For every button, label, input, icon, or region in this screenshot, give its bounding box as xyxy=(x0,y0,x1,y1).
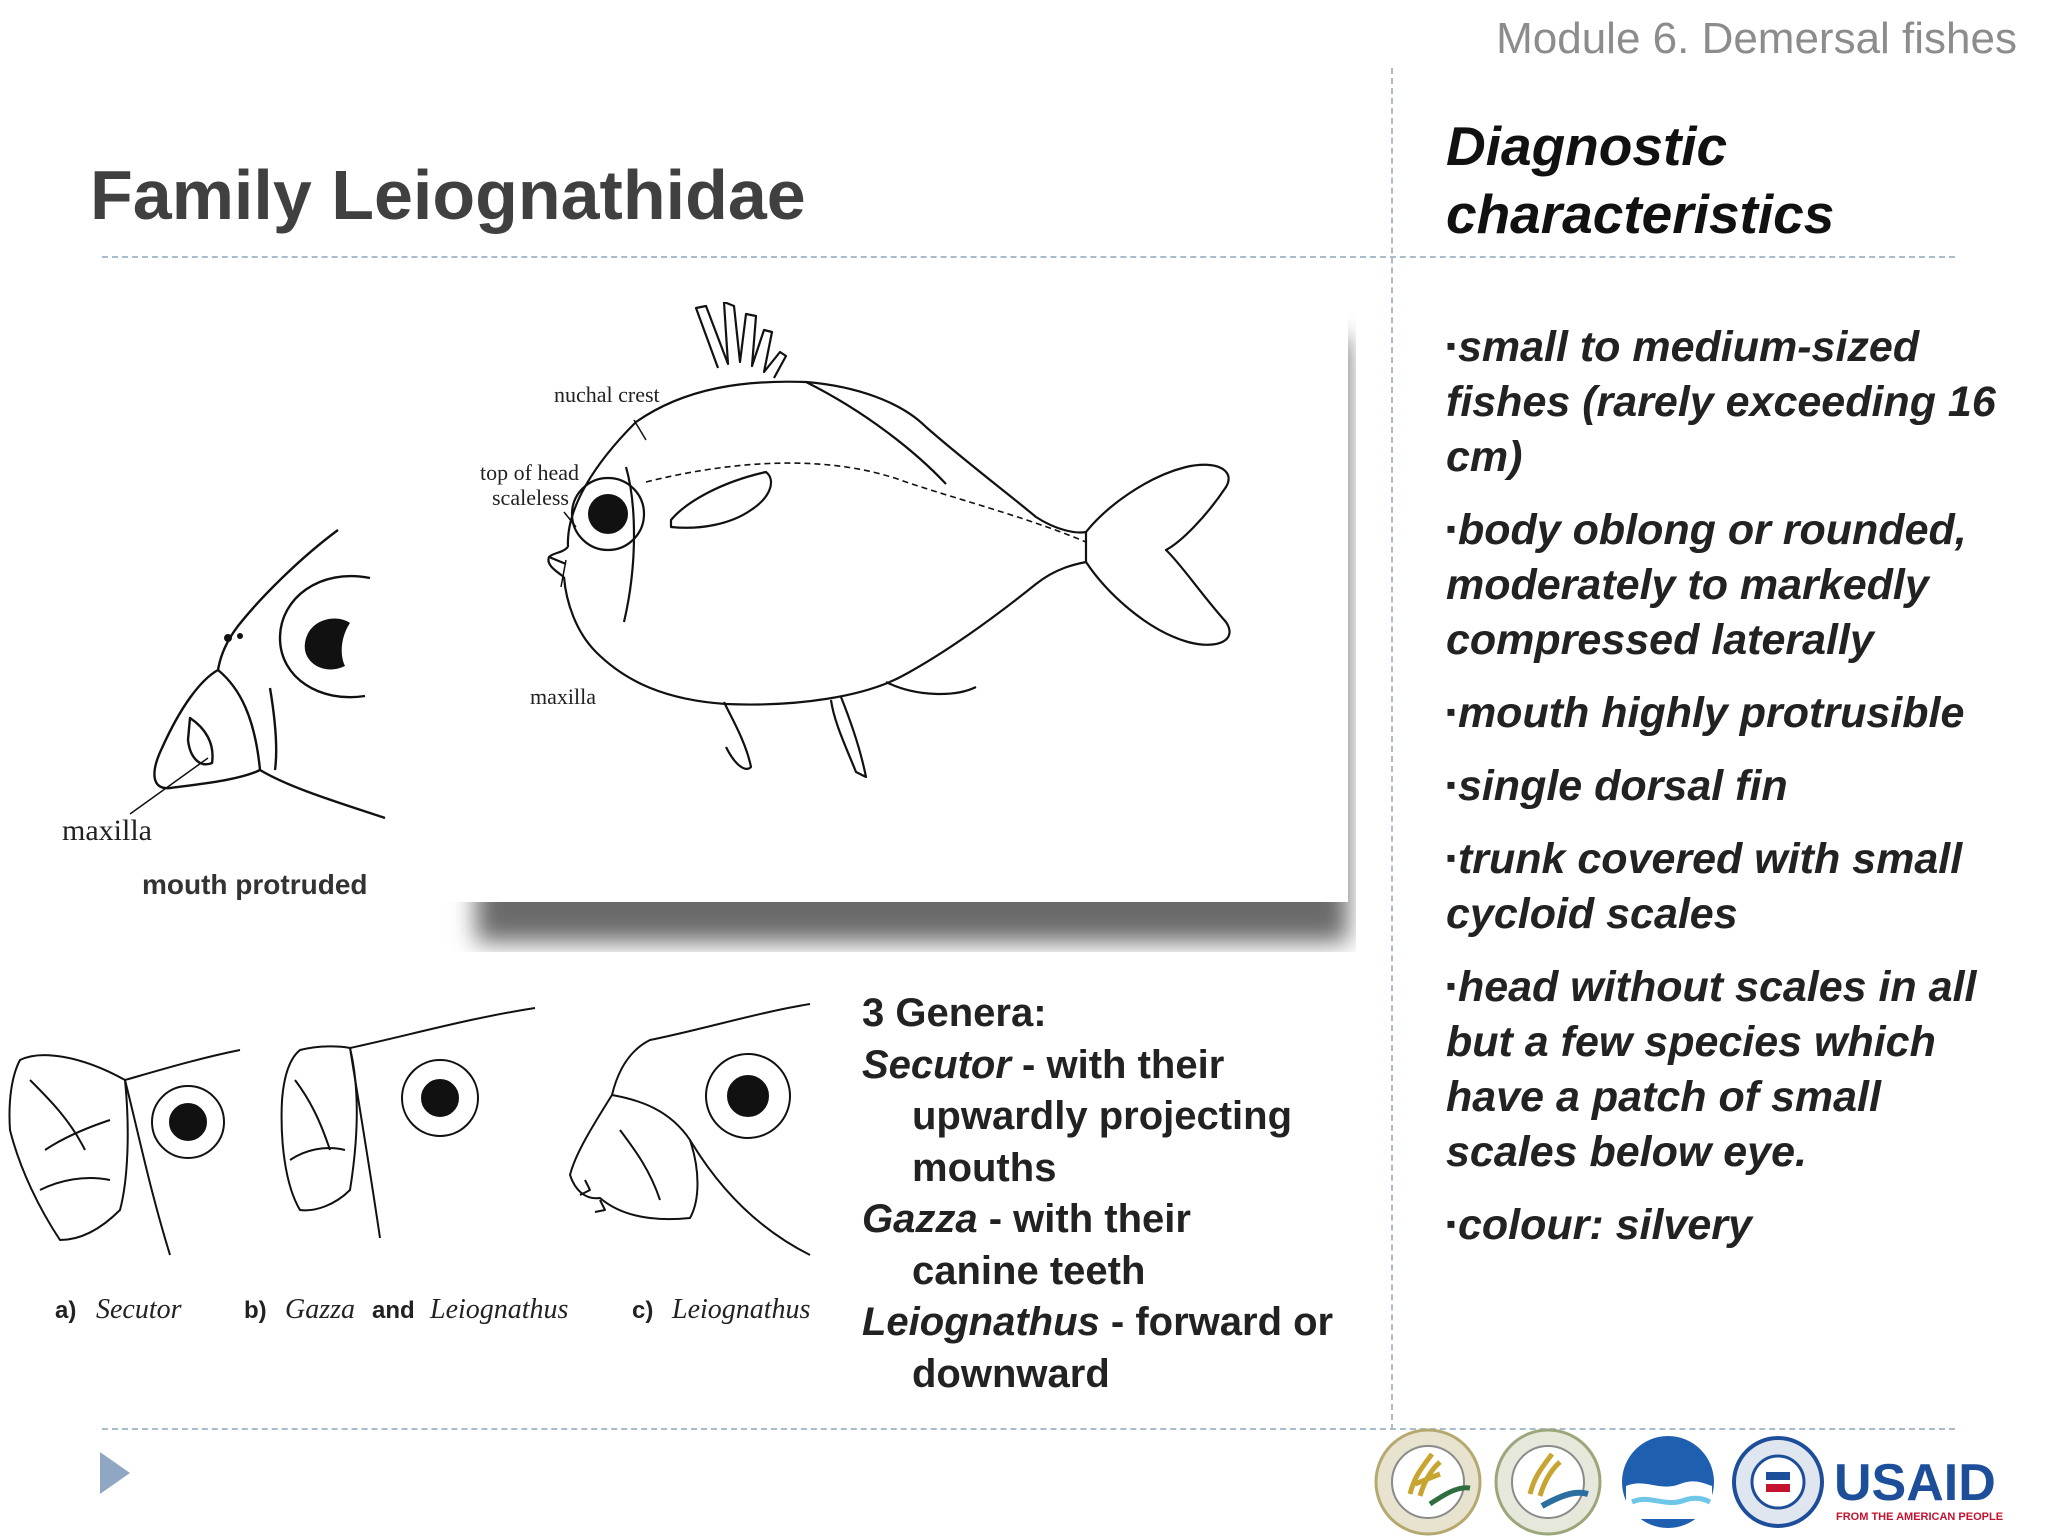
diagnostic-item xyxy=(1446,1196,2016,1253)
secutor-head xyxy=(9,1050,240,1255)
title-divider xyxy=(102,256,1955,258)
diagnostic-item-text: single dorsal fin xyxy=(1457,762,1788,810)
bullet-marker: ▪ xyxy=(1446,696,1456,727)
genus-name: Secutor xyxy=(862,1042,1011,1087)
leiognathus-head xyxy=(570,1004,810,1255)
genus-desc: - with their xyxy=(977,1197,1191,1241)
bullet-marker: ▪ xyxy=(1446,970,1456,1001)
maxilla-label: maxilla xyxy=(62,814,152,847)
mouth-protruded-caption: mouth protruded xyxy=(142,869,368,900)
caption-a-prefix: a) xyxy=(55,1297,77,1324)
usaid-seal-logo xyxy=(1734,1438,1822,1526)
diagnostic-item-text: mouth highly protrusible xyxy=(1457,689,1965,737)
bullet-marker: ▪ xyxy=(1446,330,1456,361)
caption-a-name: Secutor xyxy=(96,1294,182,1325)
genus-desc: - forward or xyxy=(1099,1300,1334,1344)
genus-desc: - with their xyxy=(1010,1042,1225,1087)
genera-heading: 3 Genera: xyxy=(862,991,1047,1035)
genus-name: Gazza xyxy=(862,1197,978,1241)
caption-b-name2: Leiognathus xyxy=(430,1294,569,1325)
genus-desc-continued: upwardly projecting xyxy=(912,1094,1293,1138)
diagnostic-item xyxy=(1446,830,2016,942)
diagnostic-item-text: body oblong or rounded, moderately to markedly compressed laterally xyxy=(1446,506,1967,664)
diagnostic-item xyxy=(1446,757,2016,814)
caption-b-prefix: b) xyxy=(244,1297,267,1324)
diagnostic-title-line1: Diagnostic xyxy=(1446,115,1728,177)
bullet-marker: ▪ xyxy=(1446,1208,1456,1239)
genus-leiognathus xyxy=(862,1297,1382,1349)
genera-description xyxy=(862,988,1382,1400)
genus-desc-continued: downward xyxy=(912,1351,1110,1396)
diagnostic-list xyxy=(1446,318,2016,1269)
gazza-leiognathus-head xyxy=(282,1008,535,1238)
diagnostic-title-line2: characteristics xyxy=(1446,183,1835,245)
label-maxilla: maxilla xyxy=(530,684,596,709)
diagnostic-item-text: colour: silvery xyxy=(1457,1201,1752,1249)
label-nuchal-crest: nuchal crest xyxy=(554,382,660,407)
label-top-of-head-2: scaleless xyxy=(492,485,569,510)
diagnostic-item xyxy=(1446,501,2016,668)
label-top-of-head-1: top of head xyxy=(480,460,579,485)
bullet-marker: ▪ xyxy=(1446,842,1456,873)
caption-b-and: and xyxy=(372,1297,415,1324)
fisheries-seal-logo xyxy=(1496,1430,1600,1534)
diagnostic-item xyxy=(1446,318,2016,485)
diagnostic-item xyxy=(1446,958,2016,1180)
maxilla-callout xyxy=(130,758,208,814)
diagnostic-item-text: trunk covered with small cycloid scales xyxy=(1446,835,1963,938)
caption-b-name1: Gazza xyxy=(285,1294,356,1325)
genus-desc-continued: canine teeth xyxy=(912,1248,1146,1293)
nostril xyxy=(224,634,232,642)
genus-desc-continued: mouths xyxy=(912,1145,1057,1190)
agriculture-seal-logo xyxy=(1376,1430,1480,1534)
slide-title: Family Leiognathidae xyxy=(90,156,806,234)
diagnostic-item-text: head without scales in all but a few species which have a patch of small scales below eye. xyxy=(1446,963,1977,1176)
head-eye xyxy=(280,576,370,697)
diagnostic-item xyxy=(1446,684,2016,741)
vertical-divider xyxy=(1391,68,1393,1430)
genus-gazza xyxy=(862,1194,1382,1246)
genera-head-illustrations xyxy=(0,990,850,1330)
caption-c-name: Leiognathus xyxy=(672,1294,811,1325)
usaid-logo-text: USAID xyxy=(1834,1454,1996,1512)
protruded-mouth-illustration xyxy=(40,518,420,908)
ocean-logo xyxy=(1622,1436,1714,1528)
diagnostic-title xyxy=(1446,112,1834,248)
bullet-marker: ▪ xyxy=(1446,769,1456,800)
fish-illustration xyxy=(446,302,1356,952)
play-arrow-icon[interactable] xyxy=(100,1452,130,1494)
genus-name: Leiognathus xyxy=(862,1300,1100,1344)
bullet-marker: ▪ xyxy=(1446,513,1456,544)
nostril xyxy=(237,633,243,639)
genus-secutor xyxy=(862,1040,1382,1092)
usaid-logo-subtext: FROM THE AMERICAN PEOPLE xyxy=(1836,1511,2004,1523)
footer-logos xyxy=(1370,1424,2010,1536)
caption-c-prefix: c) xyxy=(632,1297,654,1324)
head-outline xyxy=(154,530,385,818)
module-label: Module 6. Demersal fishes xyxy=(1496,14,2017,63)
diagnostic-item-text: small to medium-sized fishes (rarely exceeding 16 cm) xyxy=(1446,323,1996,481)
